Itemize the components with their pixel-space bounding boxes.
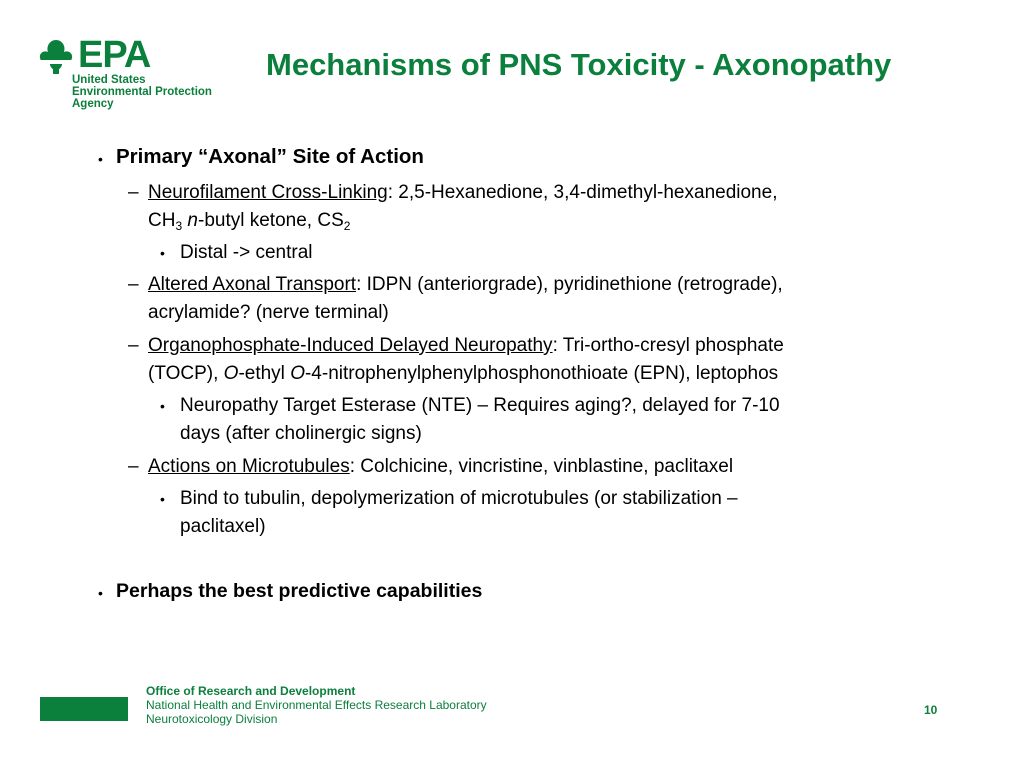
- sub-bullet-axonal-transport-cont: acrylamide? (nerve terminal): [148, 302, 389, 323]
- text-ethyl: -ethyl: [238, 363, 291, 384]
- bullet-dot-icon: •: [160, 245, 165, 261]
- text-microtubules: : Colchicine, vincristine, vinblastine, paclitaxel: [349, 456, 734, 477]
- bullet-dot-icon: •: [160, 398, 165, 414]
- sub-sub-bullet-tubulin: Bind to tubulin, depolymerization of microtubules (or stabilization –: [180, 488, 738, 509]
- logo-line-1: United States: [72, 74, 146, 86]
- footer-division: Neurotoxicology Division: [146, 712, 278, 726]
- term-neurofilament: Neurofilament Cross-Linking: [148, 182, 388, 203]
- dash-icon: –: [128, 274, 139, 295]
- logo-line-3: Agency: [72, 98, 114, 110]
- italic-o-2: O: [290, 363, 305, 384]
- subscript-2: 2: [343, 219, 351, 233]
- logo-line-2: Environmental Protection: [72, 86, 212, 98]
- sub-bullet-axonal-transport: [148, 272, 783, 298]
- text-opidn: : Tri-ortho-cresyl phosphate: [552, 335, 784, 356]
- slide-title: Mechanisms of PNS Toxicity - Axonopathy: [266, 47, 892, 82]
- term-axonal-transport: Altered Axonal Transport: [148, 274, 357, 295]
- footer-office: Office of Research and Development: [146, 684, 356, 698]
- bullet-primary-axonal: Primary “Axonal” Site of Action: [116, 145, 424, 168]
- sub-sub-bullet-nte: Neuropathy Target Esterase (NTE) – Requires aging?, delayed for 7-10: [180, 395, 780, 416]
- text-axonal-transport: : IDPN (anteriorgrade), pyridinethione (retrograde),: [356, 274, 783, 295]
- dash-icon: –: [128, 182, 139, 203]
- sub-bullet-neurofilament: [148, 180, 777, 206]
- sub-bullet-opidn-cont: [148, 361, 778, 387]
- text-epn: -4-nitrophenylphenylphosphonothioate (EPN), leptophos: [304, 363, 779, 384]
- sub-sub-bullet-nte-cont: days (after cholinergic signs): [180, 423, 422, 444]
- text-ch: CH: [148, 210, 176, 231]
- footer-green-bar: [40, 697, 128, 721]
- footer-lab: National Health and Environmental Effects Research Laboratory: [146, 698, 487, 712]
- term-microtubules: Actions on Microtubules: [148, 456, 350, 477]
- sub-bullet-microtubules: [148, 454, 733, 480]
- page-number: 10: [924, 703, 938, 717]
- italic-o-1: O: [223, 363, 239, 384]
- logo-wordmark: EPA: [78, 34, 151, 76]
- text-butyl: -butyl ketone, CS: [198, 210, 344, 231]
- sub-sub-bullet-distal: Distal -> central: [180, 242, 313, 263]
- bullet-dot-icon: •: [160, 491, 165, 507]
- sub-bullet-neurofilament-cont: [148, 208, 350, 234]
- sub-bullet-opidn: [148, 333, 784, 359]
- dash-icon: –: [128, 335, 139, 356]
- sub-sub-bullet-tubulin-cont: paclitaxel): [180, 516, 266, 537]
- subscript-3: 3: [175, 219, 183, 233]
- bullet-dot-icon: •: [98, 585, 103, 601]
- text-tocp: (TOCP),: [148, 363, 224, 384]
- bullet-predictive: Perhaps the best predictive capabilities: [116, 580, 483, 602]
- dash-icon: –: [128, 456, 139, 477]
- term-opidn: Organophosphate-Induced Delayed Neuropathy: [148, 335, 553, 356]
- italic-n: n: [187, 210, 198, 231]
- bullet-dot-icon: •: [98, 151, 103, 167]
- text-neurofilament: : 2,5-Hexanedione, 3,4-dimethyl-hexanedione,: [387, 182, 778, 203]
